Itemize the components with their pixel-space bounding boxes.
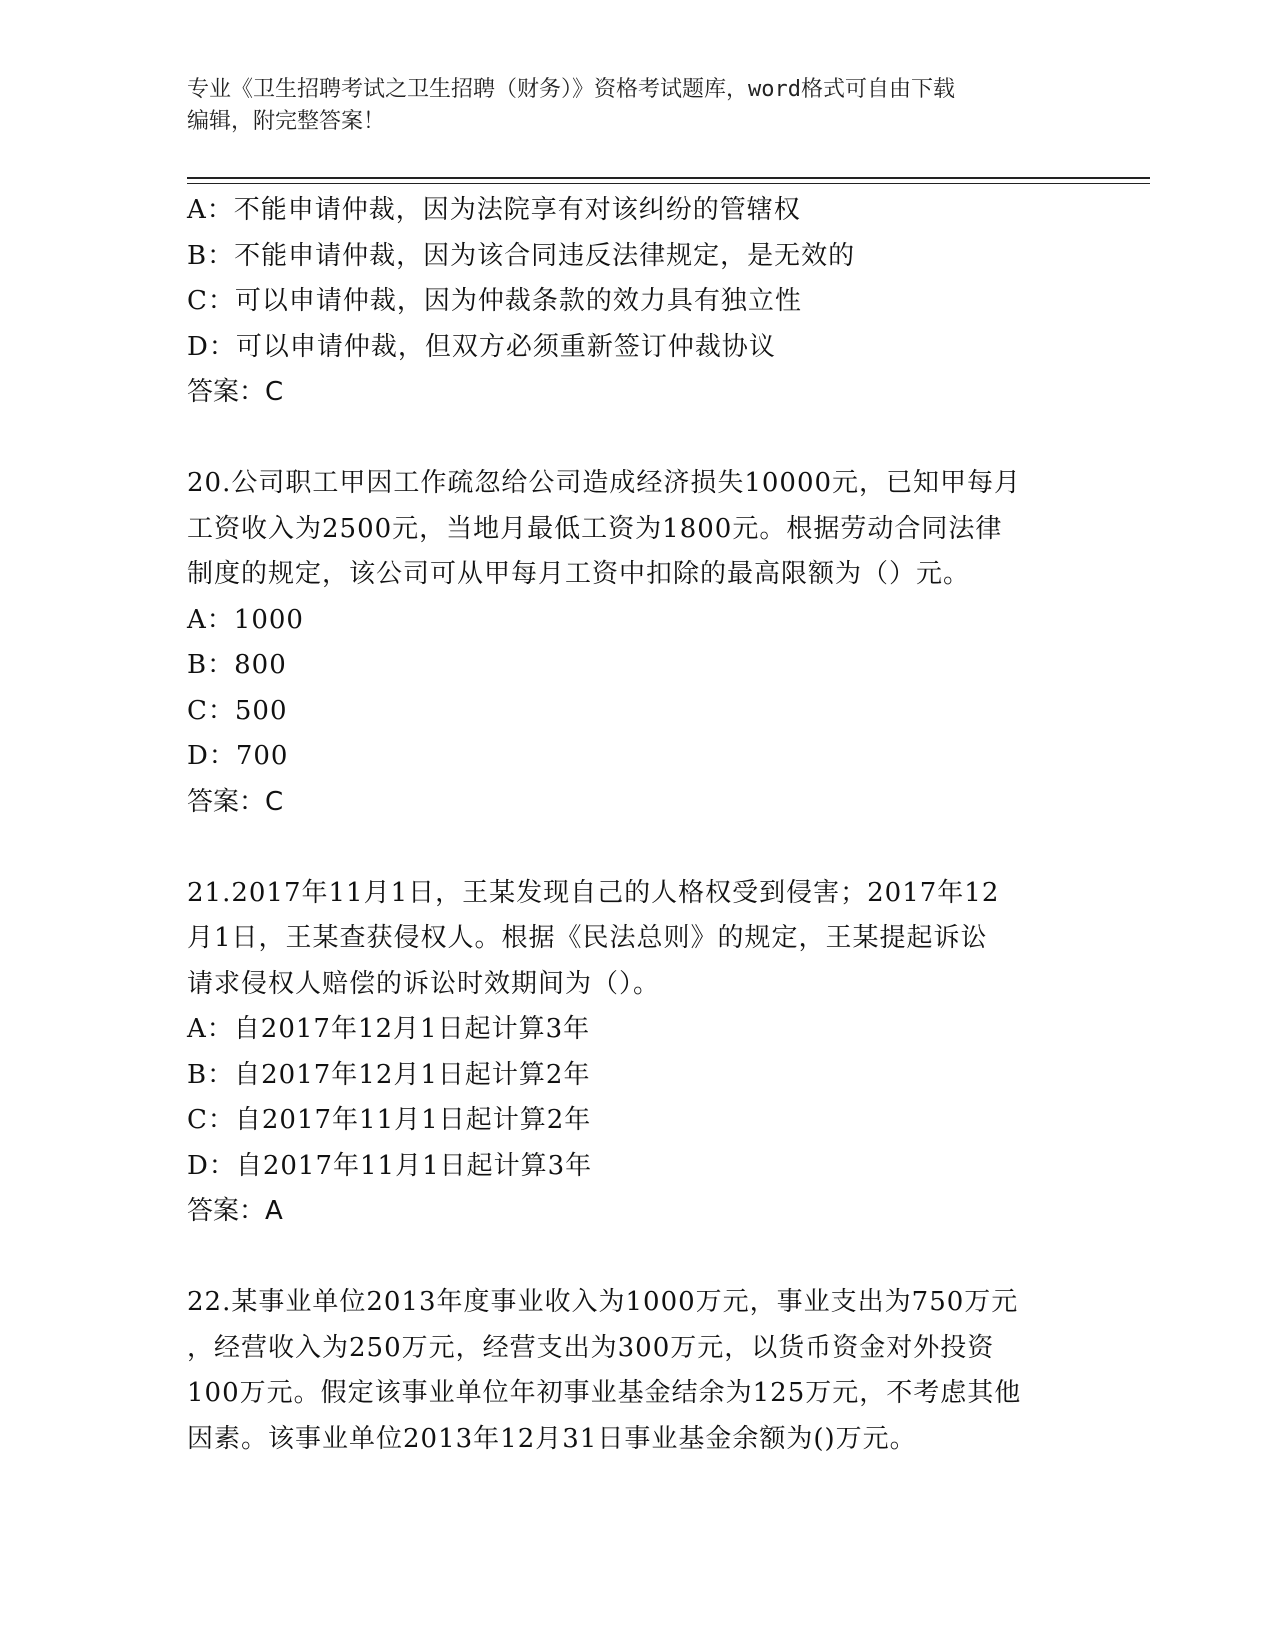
option-d: D：自2017年11月1日起计算3年 — [187, 1150, 593, 1181]
question-content — [187, 188, 1087, 1462]
option-b: B：自2017年12月1日起计算2年 — [187, 1059, 591, 1090]
option-a: A：自2017年12月1日起计算3年 — [187, 1014, 591, 1044]
spacer — [187, 1235, 1087, 1281]
spacer — [187, 825, 1087, 871]
option-b: B：不能申请仲裁，因为该合同违反法律规定，是无效的 — [187, 240, 856, 271]
header-line-2: 编辑，附完整答案！ — [187, 109, 386, 134]
option-a: A：不能申请仲裁，因为法院享有对该纠纷的管辖权 — [187, 195, 801, 225]
option-c: C：500 — [187, 695, 288, 726]
question-text-line: 20.公司职工甲因工作疏忽给公司造成经济损失10000元，已知甲每月 — [187, 468, 1022, 498]
question-text-line: 工资收入为2500元，当地月最低工资为1800元。根据劳动合同法律 — [187, 513, 1003, 544]
option-d: D：可以申请仲裁，但双方必须重新签订仲裁协议 — [187, 331, 776, 362]
question-block-21 — [187, 871, 1087, 1235]
question-text-line: 月1日，王某查获侵权人。根据《民法总则》的规定，王某提起诉讼 — [187, 923, 988, 953]
answer-line: 答案：A — [187, 1196, 283, 1226]
option-c: C：可以申请仲裁，因为仲裁条款的效力具有独立性 — [187, 286, 802, 316]
header-rule-thick — [187, 177, 1150, 179]
header-line-1: 专业《卫生招聘考试之卫生招聘（财务）》资格考试题库，word格式可自由下载 — [187, 77, 955, 102]
question-text-line: 制度的规定，该公司可从甲每月工资中扣除的最高限额为（）元。 — [187, 559, 971, 589]
question-text-line: 21.2017年11月1日，王某发现自己的人格权受到侵害；2017年12 — [187, 877, 1000, 908]
question-block-19 — [187, 188, 1087, 416]
question-block-20 — [187, 461, 1087, 825]
question-text-line: 22.某事业单位2013年度事业收入为1000万元，事业支出为750万元 — [187, 1287, 1019, 1317]
answer-line: 答案：C — [187, 786, 284, 817]
option-b: B：800 — [187, 650, 287, 680]
spacer — [187, 416, 1087, 462]
question-text-line: 请求侵权人赔偿的诉讼时效期间为（）。 — [187, 968, 661, 999]
option-a: A：1000 — [187, 604, 304, 635]
question-text-line: ，经营收入为250万元，经营支出为300万元，以货币资金对外投资 — [187, 1332, 995, 1363]
answer-line: 答案：C — [187, 377, 284, 407]
option-c: C：自2017年11月1日起计算2年 — [187, 1105, 592, 1135]
document-header — [187, 74, 1087, 138]
question-text-line: 100万元。假定该事业单位年初事业基金结余为125万元，不考虑其他 — [187, 1378, 1022, 1408]
option-d: D：700 — [187, 741, 289, 771]
question-block-22 — [187, 1280, 1087, 1462]
question-text-line: 因素。该事业单位2013年12月31日事业基金余额为()万元。 — [187, 1423, 917, 1454]
header-rule-thin — [187, 183, 1150, 184]
